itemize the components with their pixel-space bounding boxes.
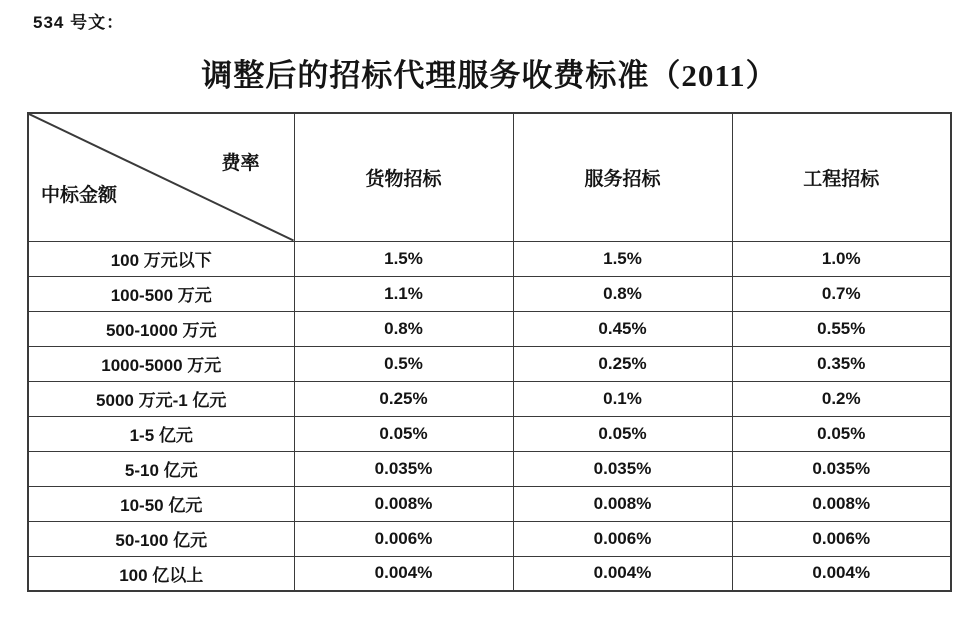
table-row [28, 416, 951, 451]
corner-label-rate: 费率 [221, 153, 260, 174]
fee-rate-value: 0.004% [732, 556, 951, 591]
fee-rate-value: 0.008% [732, 486, 951, 521]
fee-rate-value: 0.006% [294, 521, 513, 556]
fee-rate-value: 1.5% [513, 241, 732, 276]
table-row [28, 451, 951, 486]
row-label-bid-amount-range: 50-100 亿元 [28, 521, 294, 556]
fee-rate-value: 0.006% [513, 521, 732, 556]
fee-rate-value: 0.05% [513, 416, 732, 451]
fee-table-body [28, 241, 951, 591]
table-row [28, 381, 951, 416]
fee-rate-value: 0.1% [513, 381, 732, 416]
row-label-bid-amount-range: 100-500 万元 [28, 276, 294, 311]
fee-rate-value: 0.004% [294, 556, 513, 591]
fee-rate-value: 0.05% [294, 416, 513, 451]
table-row [28, 241, 951, 276]
table-row [28, 556, 951, 591]
fee-rate-value: 0.004% [513, 556, 732, 591]
row-label-bid-amount-range: 100 万元以下 [28, 241, 294, 276]
fee-rate-value: 0.35% [732, 346, 951, 381]
fee-rate-value: 0.25% [513, 346, 732, 381]
table-row [28, 486, 951, 521]
row-label-bid-amount-range: 500-1000 万元 [28, 311, 294, 346]
diagonal-divider-line [29, 114, 294, 241]
fee-rate-value: 0.45% [513, 311, 732, 346]
fee-rate-value: 0.008% [294, 486, 513, 521]
fee-rate-value: 1.5% [294, 241, 513, 276]
page-title: 调整后的招标代理服务收费标准（2011） [201, 58, 778, 93]
column-header-goods-tender: 货物招标 [294, 113, 513, 241]
row-label-bid-amount-range: 5-10 亿元 [28, 451, 294, 486]
table-row [28, 521, 951, 556]
row-label-bid-amount-range: 10-50 亿元 [28, 486, 294, 521]
fee-rate-value: 0.2% [732, 381, 951, 416]
table-row [28, 346, 951, 381]
fee-rate-value: 0.05% [732, 416, 951, 451]
column-header-service-tender: 服务招标 [513, 113, 732, 241]
column-header-engineering-tender: 工程招标 [732, 113, 951, 241]
fee-rate-value: 1.1% [294, 276, 513, 311]
doc-number-label: 534 号文： [33, 13, 125, 32]
fee-rate-value: 0.006% [732, 521, 951, 556]
fee-rate-value: 0.5% [294, 346, 513, 381]
fee-rate-value: 0.035% [732, 451, 951, 486]
row-label-bid-amount-range: 1-5 亿元 [28, 416, 294, 451]
corner-header-cell [28, 113, 294, 241]
fee-rate-value: 0.008% [513, 486, 732, 521]
fee-rate-value: 0.035% [513, 451, 732, 486]
corner-label-bid-amount: 中标金额 [41, 185, 118, 206]
fee-rate-value: 0.8% [294, 311, 513, 346]
fee-rate-value: 0.7% [732, 276, 951, 311]
table-row [28, 311, 951, 346]
row-label-bid-amount-range: 100 亿以上 [28, 556, 294, 591]
fee-rate-value: 0.55% [732, 311, 951, 346]
fee-rate-value: 0.8% [513, 276, 732, 311]
header-row [28, 113, 951, 241]
fee-table [27, 112, 952, 592]
table-row [28, 276, 951, 311]
row-label-bid-amount-range: 5000 万元-1 亿元 [28, 381, 294, 416]
fee-rate-value: 1.0% [732, 241, 951, 276]
row-label-bid-amount-range: 1000-5000 万元 [28, 346, 294, 381]
fee-rate-value: 0.25% [294, 381, 513, 416]
fee-rate-value: 0.035% [294, 451, 513, 486]
